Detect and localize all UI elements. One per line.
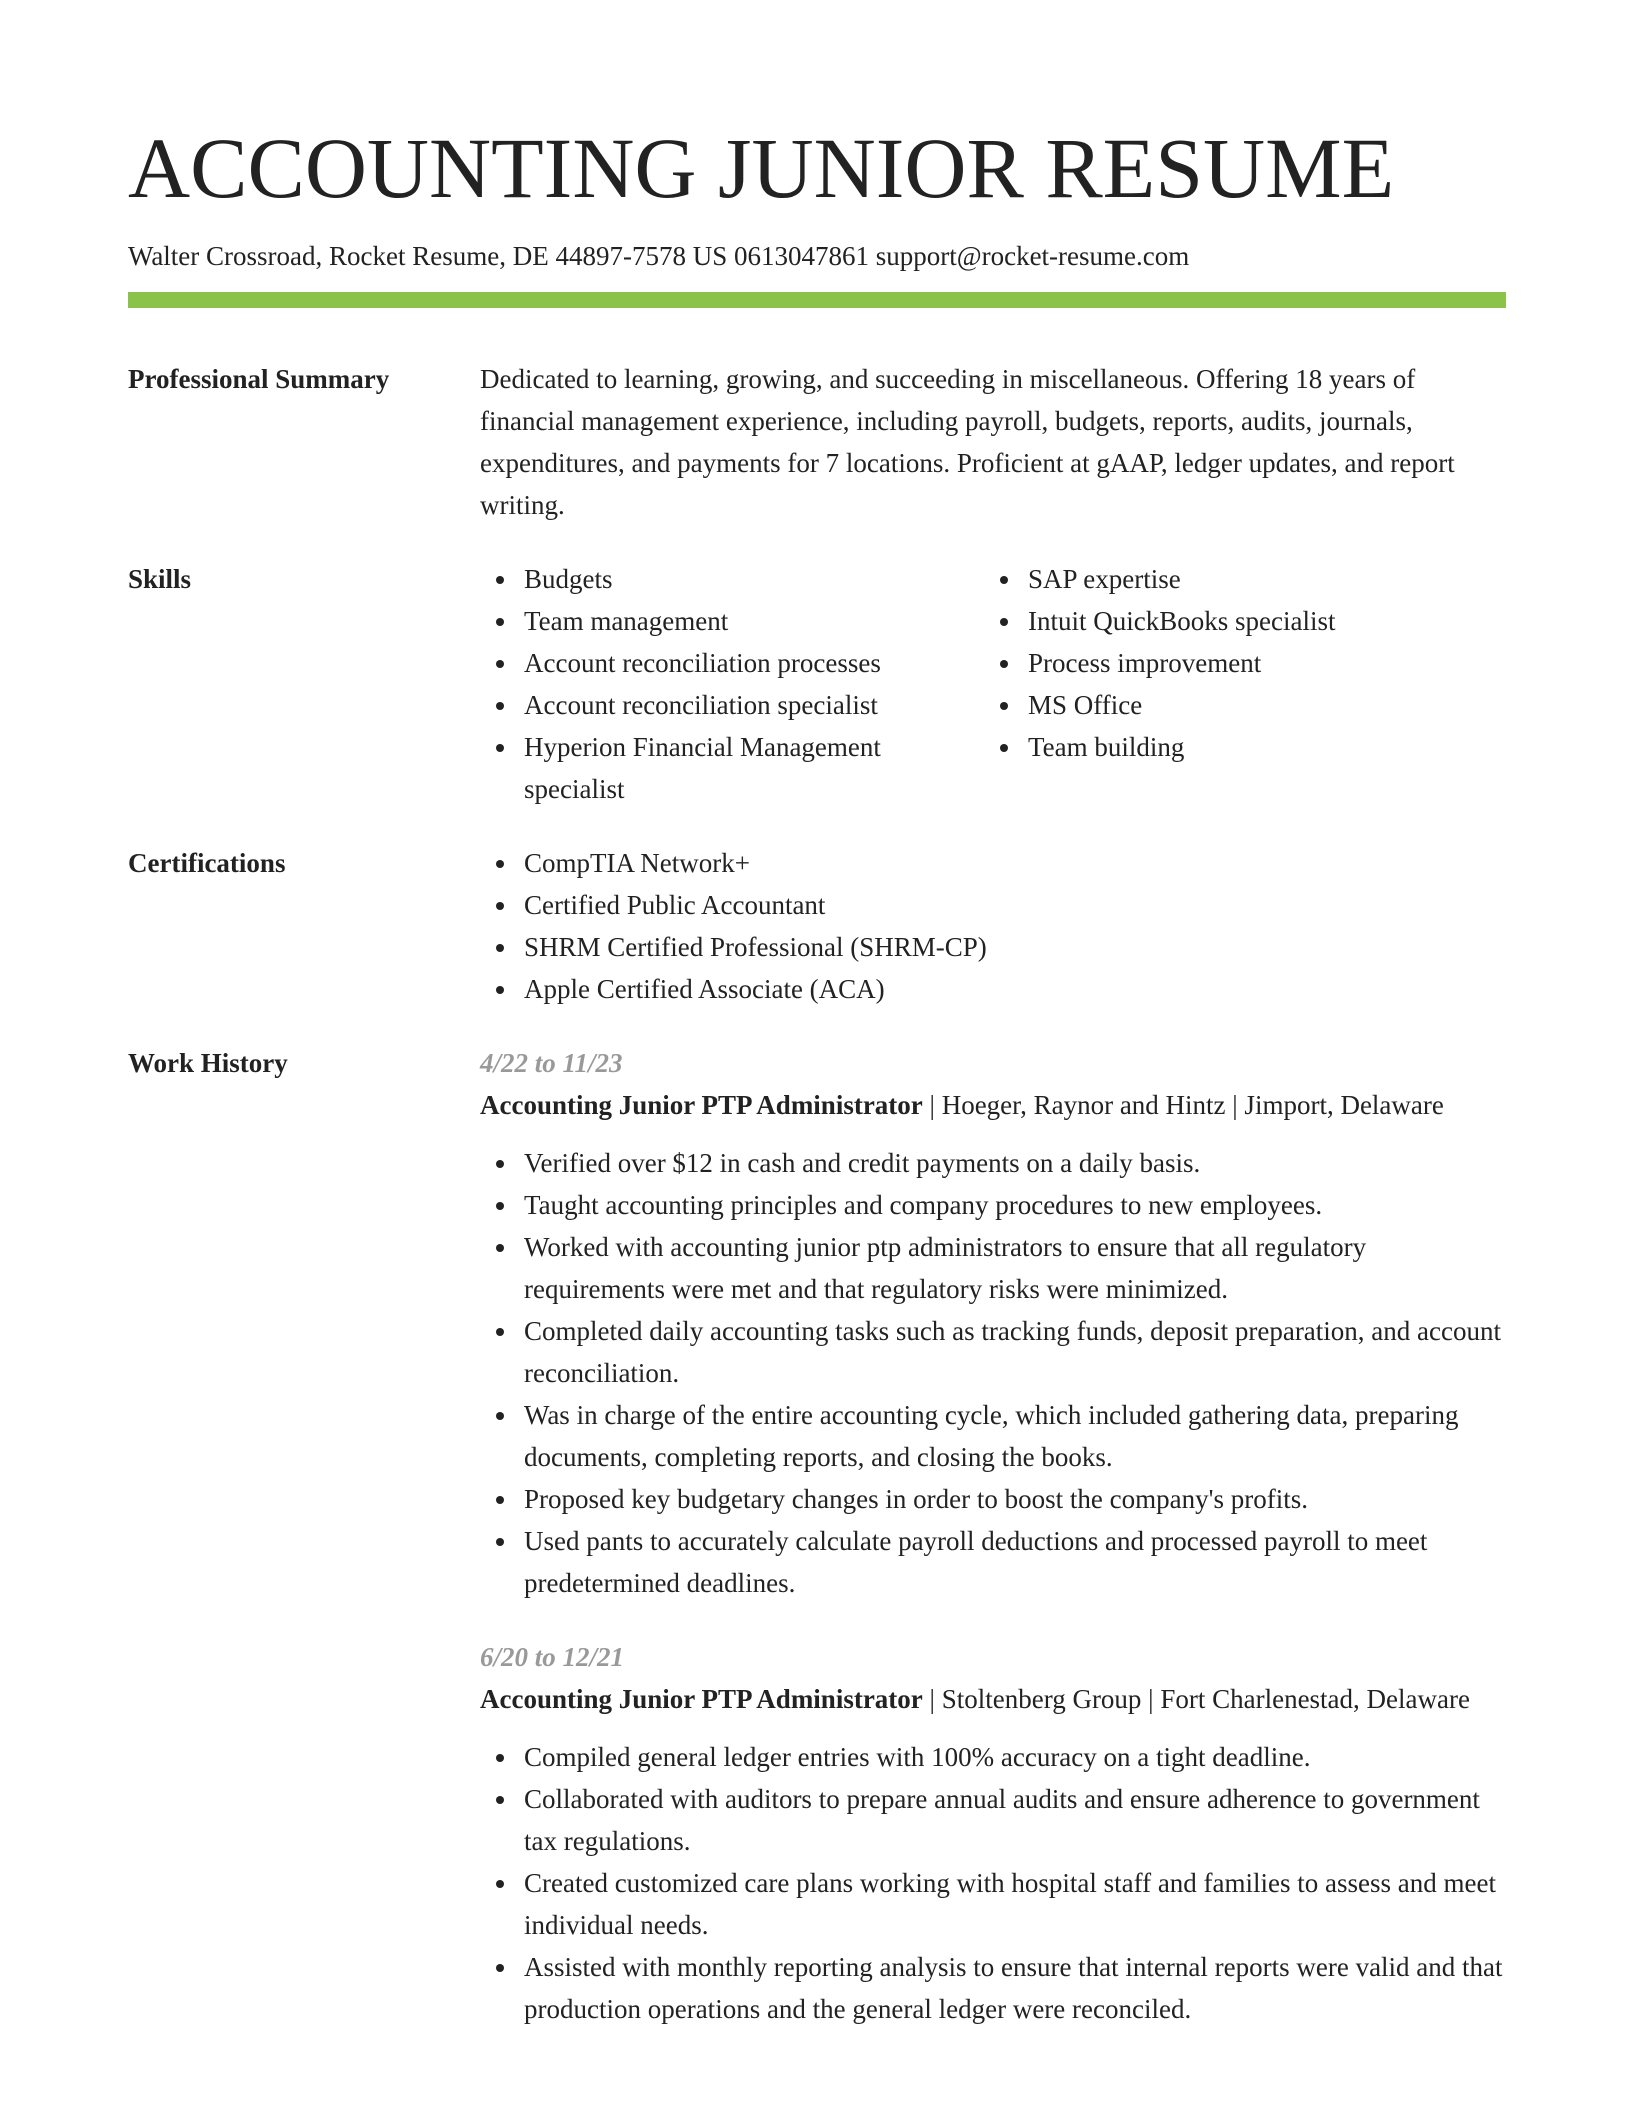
skill-item: SAP expertise [1028, 558, 1506, 600]
skills-column-2 [984, 558, 1506, 810]
job-bullet: Was in charge of the entire accounting cycle, which included gathering data, preparing documents, completing reports, and closing the books. [524, 1394, 1506, 1478]
certifications-list [480, 842, 1506, 1010]
skill-item: Hyperion Financial Management specialist [524, 726, 984, 810]
job-entry [480, 1042, 1506, 1604]
job-title: Accounting Junior PTP Administrator [480, 1684, 923, 1714]
certifications-heading: Certifications [128, 848, 286, 878]
skills-grid [480, 558, 1506, 810]
job-bullets [480, 1736, 1506, 2030]
job-bullet: Compiled general ledger entries with 100% accuracy on a tight deadline. [524, 1736, 1506, 1778]
job-dates: 4/22 to 11/23 [480, 1048, 623, 1078]
skill-item: MS Office [1028, 684, 1506, 726]
certification-item: SHRM Certified Professional (SHRM-CP) [524, 926, 1506, 968]
contact-line [128, 238, 1506, 274]
skill-item: Account reconciliation specialist [524, 684, 984, 726]
work-history-heading: Work History [128, 1048, 288, 1078]
skill-item: Intuit QuickBooks specialist [1028, 600, 1506, 642]
skill-item: Team building [1028, 726, 1506, 768]
header-divider [128, 292, 1506, 308]
certifications-section [128, 842, 1506, 1010]
job-header [480, 1084, 1506, 1126]
summary-heading: Professional Summary [128, 364, 390, 394]
job-bullet: Used pants to accurately calculate payroll deductions and processed payroll to meet predetermined deadlines. [524, 1520, 1506, 1604]
job-bullet: Verified over $12 in cash and credit payments on a daily basis. [524, 1142, 1506, 1184]
job-employer-location: | Stoltenberg Group | Fort Charlenestad, Delaware [922, 1684, 1470, 1714]
job-entry [480, 1636, 1506, 2030]
job-employer-location: | Hoeger, Raynor and Hintz | Jimport, Delaware [922, 1090, 1444, 1120]
resume-page [128, 0, 1506, 2030]
job-header [480, 1678, 1506, 1720]
job-bullet: Worked with accounting junior ptp administrators to ensure that all regulatory requirements were met and that regulatory risks were minimized. [524, 1226, 1506, 1310]
work-history-list [480, 1042, 1506, 2030]
contact-phone: 0613047861 [733, 241, 869, 271]
skill-item: Team management [524, 600, 984, 642]
job-bullet: Collaborated with auditors to prepare annual audits and ensure adherence to government tax regulations. [524, 1778, 1506, 1862]
job-dates: 6/20 to 12/21 [480, 1642, 625, 1672]
contact-email[interactable]: support@rocket-resume.com [875, 241, 1190, 271]
job-bullet: Assisted with monthly reporting analysis to ensure that internal reports were valid and that production operations and the general ledger were reconciled. [524, 1946, 1506, 2030]
job-bullet: Completed daily accounting tasks such as tracking funds, deposit preparation, and account reconciliation. [524, 1310, 1506, 1394]
certification-item: Apple Certified Associate (ACA) [524, 968, 1506, 1010]
skill-item: Budgets [524, 558, 984, 600]
skill-item: Process improvement [1028, 642, 1506, 684]
certification-item: CompTIA Network+ [524, 842, 1506, 884]
resume-title: ACCOUNTING JUNIOR RESUME [128, 120, 1395, 216]
skills-heading: Skills [128, 564, 192, 594]
job-bullet: Created customized care plans working with hospital staff and families to assess and meet individual needs. [524, 1862, 1506, 1946]
job-bullet: Proposed key budgetary changes in order to boost the company's profits. [524, 1478, 1506, 1520]
skill-item: Account reconciliation processes [524, 642, 984, 684]
contact-address: Walter Crossroad, Rocket Resume, DE 44897-7578 US [128, 241, 728, 271]
skills-column-1 [480, 558, 984, 810]
summary-section [128, 358, 1506, 526]
work-history-section [128, 1042, 1506, 2030]
skills-section [128, 558, 1506, 810]
summary-text: Dedicated to learning, growing, and succeeding in miscellaneous. Offering 18 years of financial management experience, including payroll, budgets, reports, audits, journals, expenditures, and payments for 7 locations. Proficient at gAAP, ledger updates, and report writing. [480, 364, 1455, 520]
job-title: Accounting Junior PTP Administrator [480, 1090, 923, 1120]
job-bullets [480, 1142, 1506, 1604]
certification-item: Certified Public Accountant [524, 884, 1506, 926]
job-bullet: Taught accounting principles and company procedures to new employees. [524, 1184, 1506, 1226]
